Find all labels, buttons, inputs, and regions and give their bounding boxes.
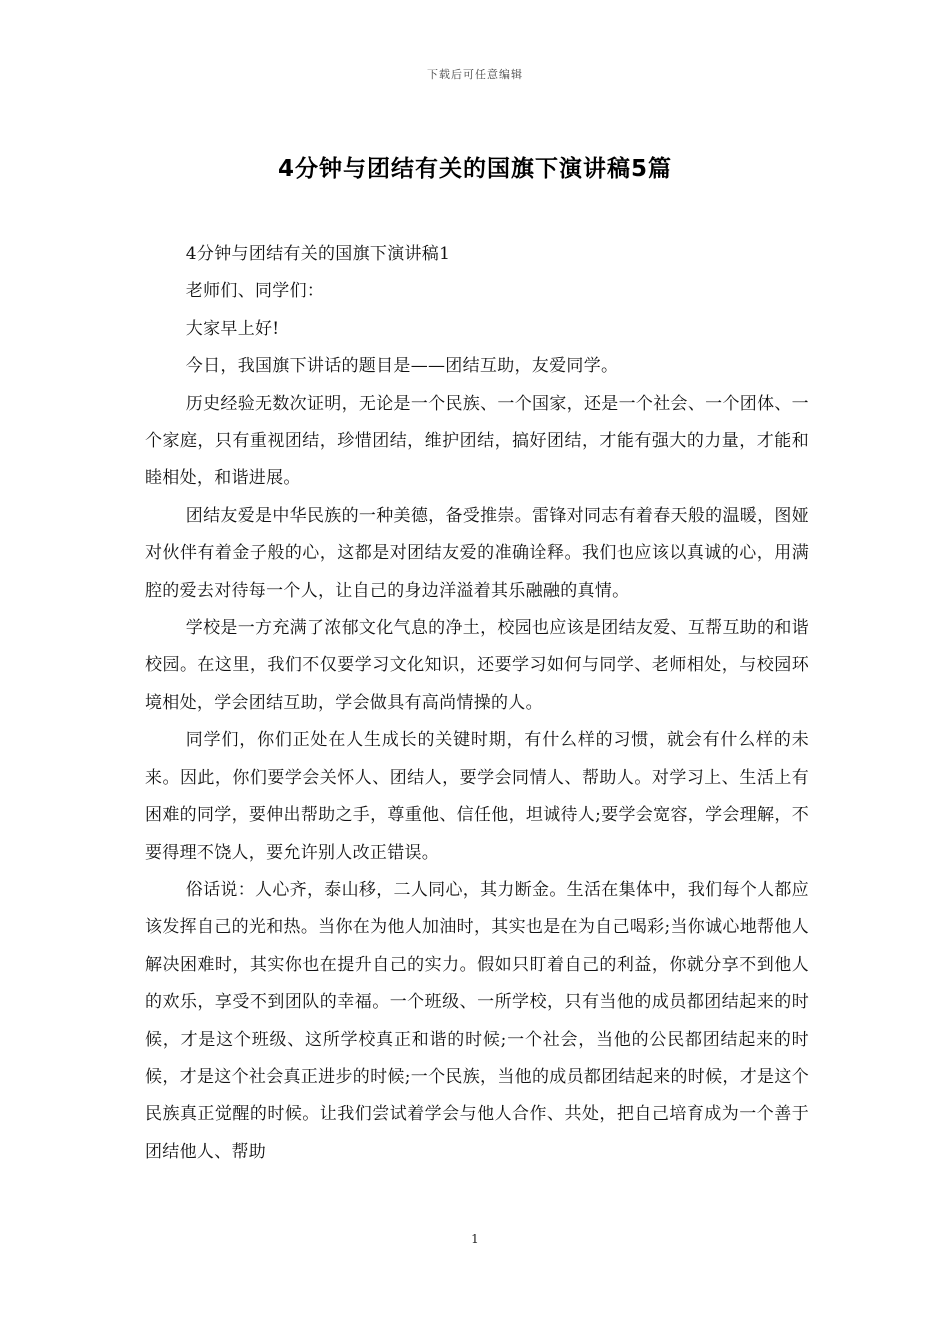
document-title: 4分钟与团结有关的国旗下演讲稿5篇 [277, 156, 672, 182]
section-heading: 4分钟与团结有关的国旗下演讲稿1 [185, 244, 451, 264]
paragraph: 历史经验无数次证明，无论是一个民族、一个国家，还是一个社会、一个团体、一个家庭，只有重视团结，珍惜团结，维护团结，搞好团结，才能有强大的力量，才能和睦相处，和谐进展。 [145, 393, 809, 489]
paragraph: 团结友爱是中华民族的一种美德，备受推崇。雷锋对同志有着春天般的温暖，图娅对伙伴有着金子般的心，这都是对团结友爱的准确诠释。我们也应该以真诚的心，用满腔的爱去对待每一个人，让自己的身边洋溢着其乐融融的真情。 [145, 505, 809, 601]
header-note: 下载后可任意编辑 [427, 68, 523, 81]
page-number: 1 [471, 1232, 479, 1246]
document-body [145, 236, 809, 1171]
paragraph: 俗话说：人心齐，泰山移，二人同心，其力断金。生活在集体中，我们每个人都应该发挥自己的光和热。当你在为他人加油时，其实也是在为自己喝彩;当你诚心地帮他人解决困难时，其实你也在提升自己的实力。假如只盯着自己的利益，你就分享不到他人的欢乐，享受不到团队的幸福。一个班级、一所学校，只有当他的成员都团结起来的时候，才是这个班级、这所学校真正和谐的时候;一个社会，当他的公民都团结起来的时候，才是这个社会真正进步的时候;一个民族，当他的成员都团结起来的时候，才是这个民族真正觉醒的时候。让我们尝试着学会与他人合作、共处，把自己培育成为一个善于团结他人、帮助 [145, 879, 809, 1162]
paragraph: 同学们，你们正处在人生成长的关键时期，有什么样的习惯，就会有什么样的未来。因此，你们要学会关怀人、团结人，要学会同情人、帮助人。对学习上、生活上有困难的同学，要伸出帮助之手，尊重他、信任他，坦诚待人;要学会宽容，学会理解，不要得理不饶人，要允许别人改正错误。 [145, 730, 809, 863]
paragraph: 学校是一方充满了浓郁文化气息的净土，校园也应该是团结友爱、互帮互助的和谐校园。在这里，我们不仅要学习文化知识，还要学习如何与同学、老师相处，与校园环境相处，学会团结互助，学会做具有高尚情操的人。 [145, 618, 809, 713]
greeting: 大家早上好! [185, 318, 280, 339]
paragraph: 今日，我国旗下讲话的题目是——团结互助，友爱同学。 [185, 356, 619, 377]
salutation: 老师们、同学们： [185, 281, 325, 302]
